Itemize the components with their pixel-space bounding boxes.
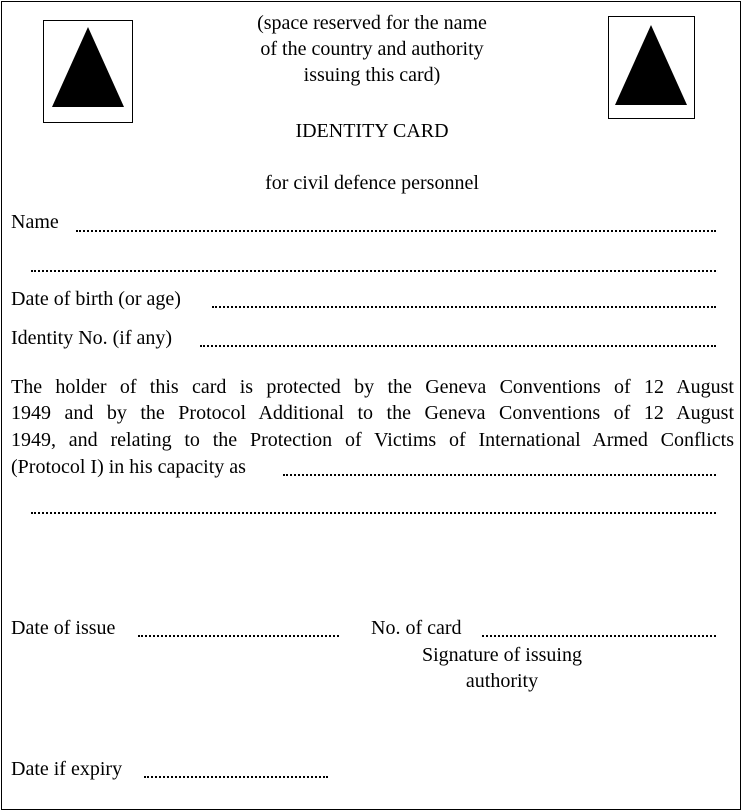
name-field-continued[interactable] <box>31 256 716 272</box>
reserved-space-line-3: issuing this card) <box>303 64 441 86</box>
statement-line-1: The holder of this card is protected by the Geneva Conventions of 12 August <box>11 376 734 398</box>
capacity-field[interactable] <box>283 460 716 476</box>
statement-line-2: 1949 and by the Protocol Additional to the Geneva Conventions of 12 August <box>11 402 734 424</box>
signature-label-line-2: authority <box>465 670 539 692</box>
card-number-label: No. of card <box>371 617 462 639</box>
emblem-left <box>43 20 133 123</box>
capacity-field-continued[interactable] <box>31 498 716 514</box>
triangle-emblem-icon <box>609 17 694 118</box>
date-of-expiry-label: Date if expiry <box>11 758 123 780</box>
identity-card <box>1 1 741 810</box>
name-label: Name <box>11 211 59 233</box>
date-of-birth-label: Date of birth (or age) <box>11 288 181 310</box>
date-of-birth-field[interactable] <box>212 292 716 308</box>
date-of-issue-label: Date of issue <box>11 617 116 639</box>
statement-line-3: 1949, and relating to the Protection of Victims of International Armed Conflicts <box>11 429 734 451</box>
date-of-expiry-field[interactable] <box>144 762 328 778</box>
identity-number-label: Identity No. (if any) <box>11 327 173 349</box>
identity-number-field[interactable] <box>200 331 716 347</box>
name-field[interactable] <box>76 216 716 232</box>
signature-label-line-1: Signature of issuing <box>422 644 582 666</box>
triangle-emblem-icon <box>44 21 132 122</box>
statement-line-4: (Protocol I) in his capacity as <box>11 456 246 478</box>
card-subtitle: for civil defence personnel <box>265 172 479 194</box>
reserved-space-line-2: of the country and authority <box>260 38 484 60</box>
reserved-space-line-1: (space reserved for the name <box>257 12 487 34</box>
date-of-issue-field[interactable] <box>138 621 339 637</box>
emblem-right <box>608 16 695 119</box>
card-title: IDENTITY CARD <box>295 120 449 142</box>
card-number-field[interactable] <box>482 621 716 637</box>
